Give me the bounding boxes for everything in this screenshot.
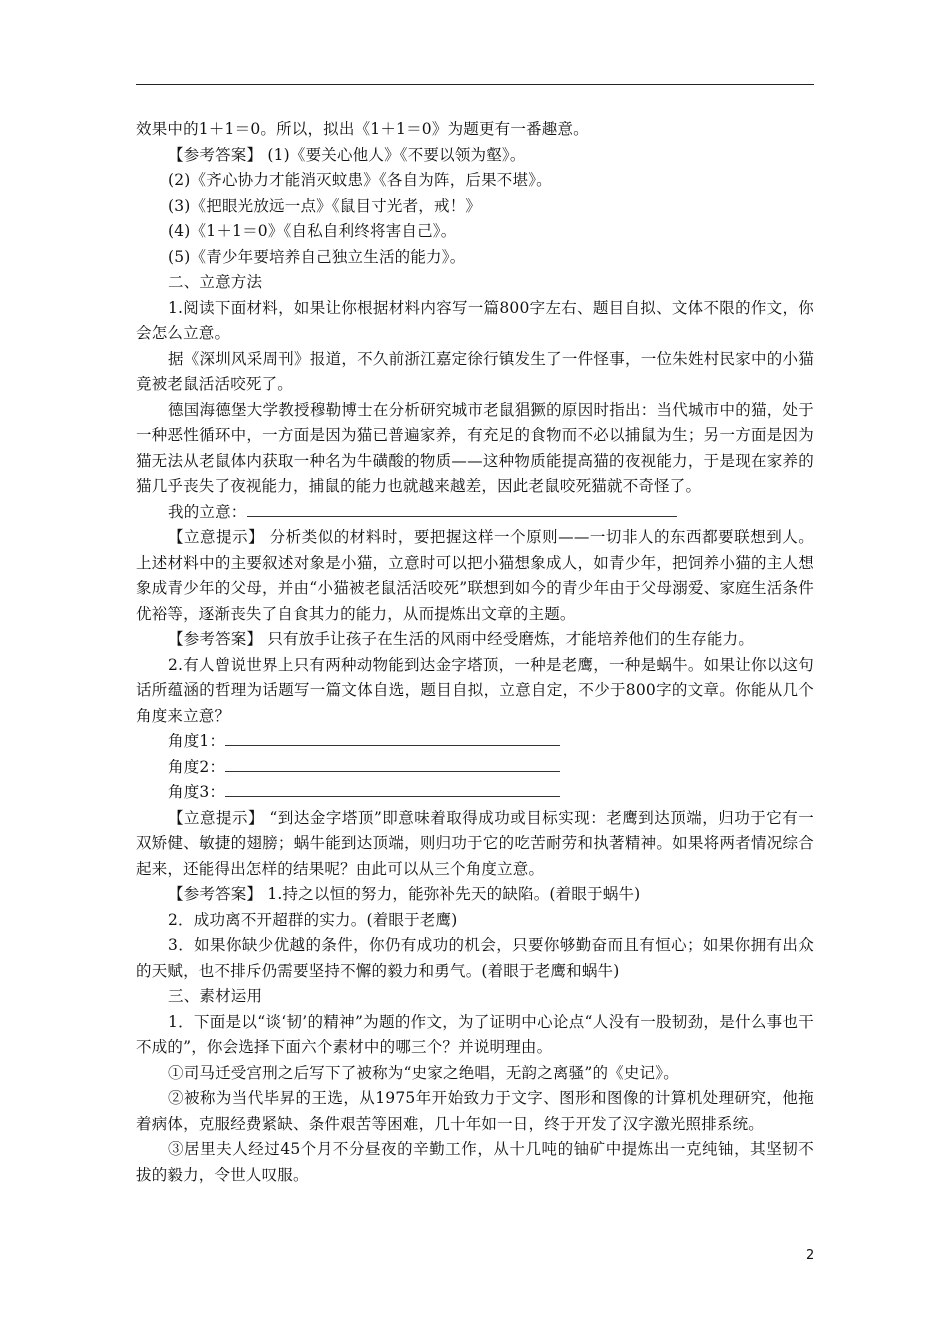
my-idea-label: 我的立意： xyxy=(168,502,247,521)
idea-hint: 【立意提示】 分析类似的材料时，要把握这样一个原则——一切非人的东西都要联想到人。上述材料中的主要叙述对象是小猫，立意时可以把小猫想象成人，如青少年，把饲养小猫的主人想象成青少年的父母，并由“小猫被老鼠活活咬死”联想到如今的青少年由于父母溺爱、家庭生活条件优裕等，逐渐丧失了自食其力的能力，从而提炼出文章的主题。 xyxy=(136,528,814,623)
answer-blank[interactable] xyxy=(225,782,560,797)
reference-answer: 【参考答案】 只有放手让孩子在生活的风雨中经受磨炼，才能培养他们的生存能力。 xyxy=(168,630,755,648)
reference-answer: 【参考答案】 1.持之以恒的努力，能弥补先天的缺陷。(着眼于蜗牛) xyxy=(168,885,641,903)
material-paragraph: 德国海德堡大学教授穆勒博士在分析研究城市老鼠猖獗的原因时指出：当代城市中的猫，处于一种恶性循环中，一方面是因为猫已普遍家养，有充足的食物而不必以捕鼠为生；另一方面是因为猫无法从老鼠体内获取一种名为牛磺酸的物质——这种物质能提高猫的夜视能力，于是现在家养的猫几乎丧失了夜视能力，捕鼠的能力也就越来越差，因此老鼠咬死猫就不奇怪了。 xyxy=(136,400,814,495)
page-number: 2 xyxy=(806,1248,815,1263)
material-item: ③居里夫人经过45个月不分昼夜的辛勤工作，从十几吨的铀矿中提炼出一克纯铀，其坚韧不拔的毅力，令世人叹服。 xyxy=(136,1140,814,1184)
answer-item: (5)《青少年要培养自己独立生活的能力》。 xyxy=(168,247,466,266)
answer-item: (4)《1＋1＝0》《自私自利终将害自己》。 xyxy=(168,222,457,240)
angle-line xyxy=(136,729,814,755)
answer-blank[interactable] xyxy=(247,502,677,517)
angle-label: 角度1： xyxy=(168,732,226,750)
answer-blank[interactable] xyxy=(225,757,560,772)
question: 1.阅读下面材料，如果让你根据材料内容写一篇800字左右、题目自拟、文体不限的作文，你会怎么立意。 xyxy=(136,298,814,342)
paragraph: 效果中的1＋1＝0。所以，拟出《1＋1＝0》为题更有一番趣意。 xyxy=(136,120,589,138)
material-paragraph: 据《深圳风采周刊》报道，不久前浙江嘉定徐行镇发生了一件怪事，一位朱姓村民家中的小猫竟被老鼠活活咬死了。 xyxy=(136,349,814,393)
section-heading: 三、素材运用 xyxy=(168,987,263,1005)
angle-line xyxy=(136,780,814,806)
angle-label: 角度2： xyxy=(168,757,226,776)
reference-answer: 【参考答案】 (1)《要关心他人》《不要以领为壑》。 xyxy=(168,145,526,164)
question: 2.有人曾说世界上只有两种动物能到达金字塔顶，一种是老鹰，一种是蜗牛。如果让你以这句话所蕴涵的哲理为话题写一篇文体自选，题目自拟，立意自定，不少于800字的文章。你能从几个角度来立意？ xyxy=(136,655,814,725)
answer-item: 2．成功离不开超群的实力。(着眼于老鹰) xyxy=(168,910,458,929)
answer-blank[interactable] xyxy=(225,731,560,746)
answer-item: (3)《把眼光放远一点》《鼠目寸光者，戒！》 xyxy=(168,196,482,215)
question: 1．下面是以“谈‘韧’的精神”为题的作文，为了证明中心论点“人没有一股韧劲，是什么事也干不成的”，你会选择下面六个素材中的哪三个？并说明理由。 xyxy=(136,1012,814,1056)
material-item: ①司马迁受宫刑之后写下了被称为“史家之绝唱，无韵之离骚”的《史记》。 xyxy=(168,1063,679,1082)
answer-item: (2)《齐心协力才能消灭蚊患》《各自为阵，后果不堪》。 xyxy=(168,171,552,189)
idea-hint: 【立意提示】 “到达金字塔顶”即意味着取得成功或目标实现：老鹰到达顶端，归功于它有一双矫健、敏捷的翅膀；蜗牛能到达顶端，则归功于它的吃苦耐劳和执著精神。如果将两者情况综合起来，还能得出怎样的结果呢？由此可以从三个角度立意。 xyxy=(136,808,814,878)
angle-line xyxy=(136,755,814,781)
page-body xyxy=(136,117,814,1188)
angle-label: 角度3： xyxy=(168,783,226,801)
answer-item: 3．如果你缺少优越的条件，你仍有成功的机会，只要你够勤奋而且有恒心；如果你拥有出众的天赋，也不排斥仍需要坚持不懈的毅力和勇气。(着眼于老鹰和蜗牛) xyxy=(136,936,814,980)
section-heading: 二、立意方法 xyxy=(168,273,263,291)
header-rule xyxy=(136,84,814,85)
material-item: ②被称为当代毕昇的王选，从1975年开始致力于文字、图形和图像的计算机处理研究，他拖着病体，克服经费紧缺、条件艰苦等困难，几十年如一日，终于开发了汉字激光照排系统。 xyxy=(136,1089,814,1133)
my-idea-line xyxy=(136,500,814,526)
